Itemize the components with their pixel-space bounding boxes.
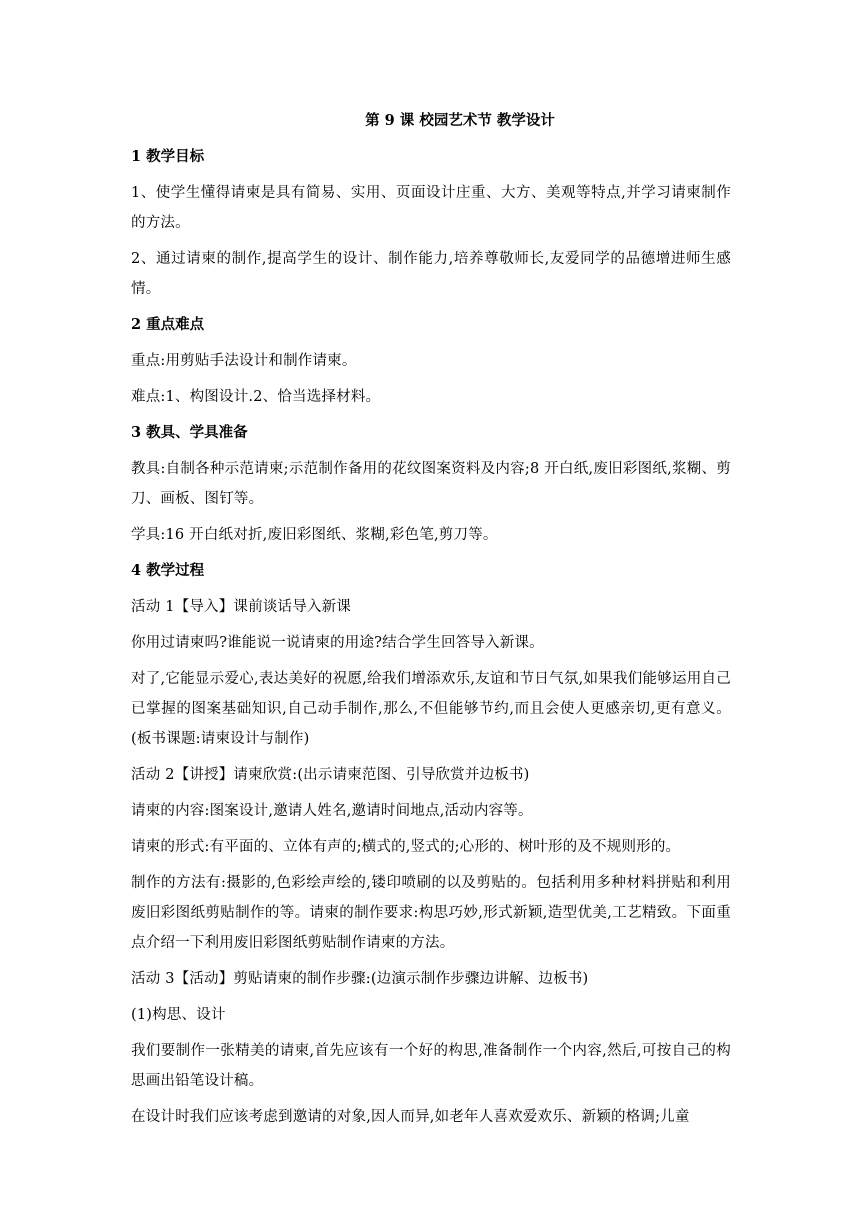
paragraph: 重点:用剪贴手法设计和制作请柬。 <box>131 353 357 369</box>
paragraph: 学具:16 开白纸对折,废旧彩图纸、浆糊,彩色笔,剪刀等。 <box>131 527 498 543</box>
section-heading: 2 重点难点 <box>131 316 205 333</box>
paragraph: 教具:自制各种示范请柬;示范制作备用的花纹图案资料及内容;8 开白纸,废旧彩图纸,浆糊、剪刀、画板、图钉等。 <box>131 461 731 507</box>
document-title: 第 9 课 校园艺术节 教学设计 <box>365 112 555 129</box>
paragraph: 我们要制作一张精美的请柬,首先应该有一个好的构思,准备制作一个内容,然后,可按自己的构思画出铅笔设计稿。 <box>131 1043 731 1089</box>
paragraph: 难点:1、构图设计.2、恰当选择材料。 <box>131 389 381 405</box>
paragraph: 1、使学生懂得请柬是具有简易、实用、页面设计庄重、大方、美观等特点,并学习请柬制作的方法。 <box>131 185 731 231</box>
section-heading: 4 教学过程 <box>131 562 205 579</box>
section-heading: 1 教学目标 <box>131 148 205 165</box>
paragraph: 你用过请柬吗?谁能说一说请柬的用途?结合学生回答导入新课。 <box>131 635 544 651</box>
document-page <box>131 106 731 1138</box>
paragraph: 对了,它能显示爱心,表达美好的祝愿,给我们增添欢乐,友谊和节日气氛,如果我们能够运用自己已掌握的图案基础知识,自己动手制作,那么,不但能够节约,而且会使人更感亲切,更有意义。(板书课题:请柬设计与制作) <box>131 671 731 747</box>
paragraph: (1)构思、设计 <box>131 1007 226 1023</box>
section-heading: 3 教具、学具准备 <box>131 424 248 441</box>
paragraph: 在设计时我们应该考虑到邀请的对象,因人而异,如老年人喜欢爱欢乐、新颖的格调;儿童 <box>131 1109 690 1125</box>
paragraph: 2、通过请柬的制作,提高学生的设计、制作能力,培养尊敬师长,友爱同学的品德增进师生感情。 <box>131 251 731 297</box>
paragraph: 活动 3【活动】剪贴请柬的制作步骤:(边演示制作步骤边讲解、边板书) <box>131 971 589 987</box>
paragraph: 制作的方法有:摄影的,色彩绘声绘的,镂印喷刷的以及剪贴的。包括利用多种材料拼贴和利用废旧彩图纸剪贴制作的等。请柬的制作要求:构思巧妙,形式新颖,造型优美,工艺精致。下面重点介绍一下利用废旧彩图纸剪贴制作请柬的方法。 <box>131 875 731 951</box>
paragraph: 请柬的形式:有平面的、立体有声的;横式的,竖式的;心形的、树叶形的及不规则形的。 <box>131 839 681 855</box>
paragraph: 活动 2【讲授】请柬欣赏:(出示请柬范图、引导欣赏并边板书) <box>131 767 530 783</box>
paragraph: 活动 1【导入】课前谈话导入新课 <box>131 599 352 615</box>
paragraph: 请柬的内容:图案设计,邀请人姓名,邀请时间地点,活动内容等。 <box>131 803 533 819</box>
